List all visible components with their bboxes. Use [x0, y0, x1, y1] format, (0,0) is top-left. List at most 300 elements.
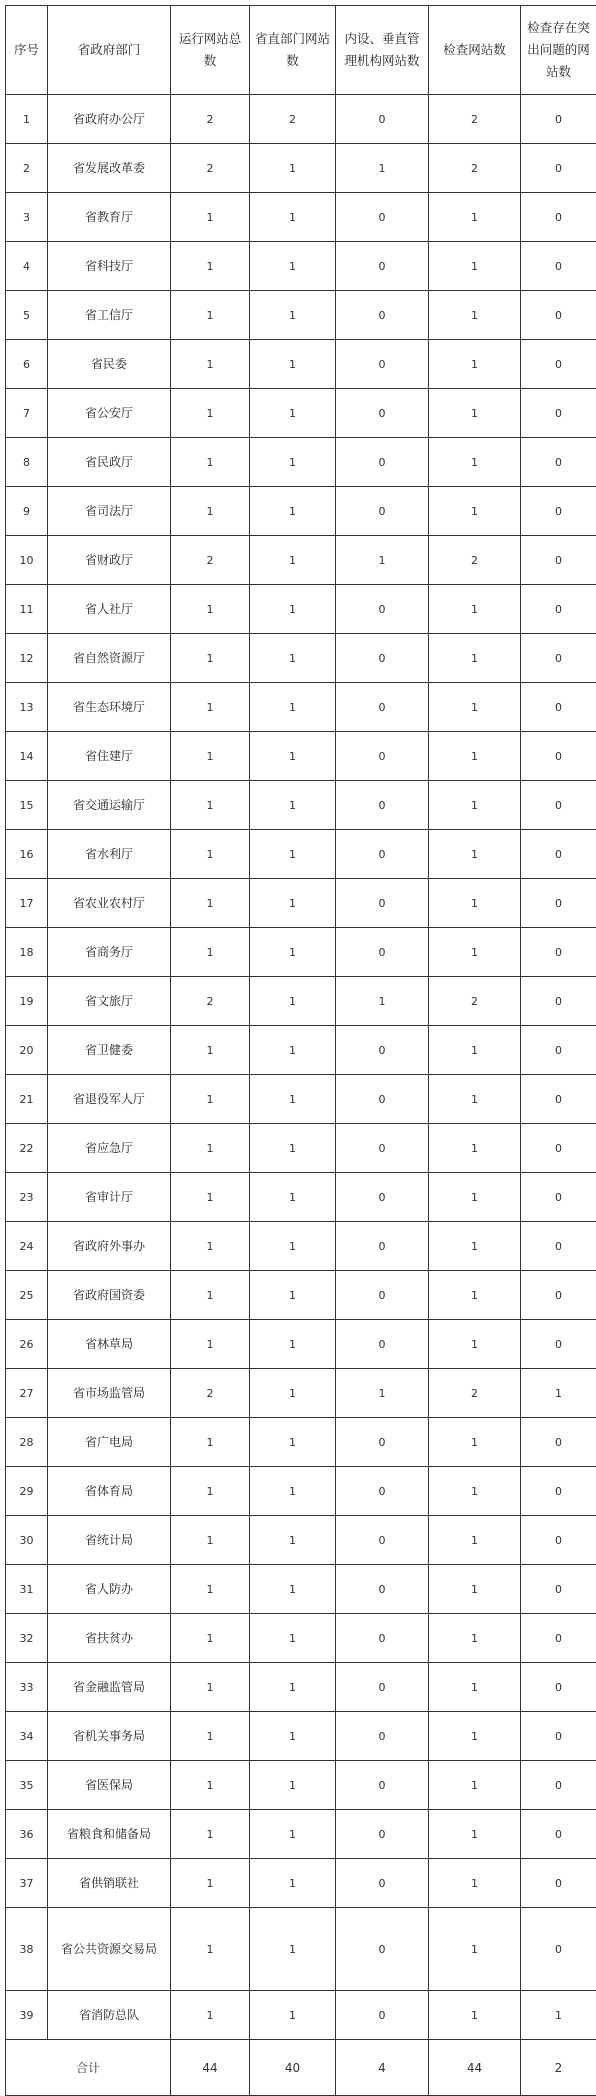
total-websites: 1: [171, 1663, 250, 1712]
department-name: 省发展改革委: [48, 144, 171, 193]
department-name: 省体育局: [48, 1467, 171, 1516]
department-websites: 1: [250, 193, 336, 242]
problem-websites: 0: [521, 1075, 596, 1124]
internal-websites: 0: [336, 1173, 429, 1222]
department-websites: 1: [250, 1712, 336, 1761]
internal-websites: 0: [336, 830, 429, 879]
table-row: [6, 1075, 596, 1124]
header-total-websites: 运行网站总数: [171, 6, 250, 95]
table-row: [6, 95, 596, 144]
problem-websites: 0: [521, 732, 596, 781]
website-inspection-table: [5, 5, 596, 2096]
total-websites: 1: [171, 781, 250, 830]
table-row: [6, 1026, 596, 1075]
inspected-websites: 1: [429, 830, 521, 879]
table-row: [6, 1859, 596, 1908]
table-row: [6, 242, 596, 291]
problem-websites: 0: [521, 1320, 596, 1369]
total-websites: 1: [171, 1761, 250, 1810]
row-index: 32: [6, 1614, 48, 1663]
inspected-websites: 1: [429, 1418, 521, 1467]
problem-websites: 0: [521, 1516, 596, 1565]
inspected-websites: 1: [429, 1467, 521, 1516]
row-index: 22: [6, 1124, 48, 1173]
total-websites: 1: [171, 1418, 250, 1467]
row-index: 38: [6, 1908, 48, 1991]
total-websites: 1: [171, 585, 250, 634]
department-name: 省粮食和储备局: [48, 1810, 171, 1859]
total-websites: 1: [171, 438, 250, 487]
problem-websites: 0: [521, 1124, 596, 1173]
row-index: 18: [6, 928, 48, 977]
row-index: 35: [6, 1761, 48, 1810]
department-name: 省住建厅: [48, 732, 171, 781]
table-row: [6, 193, 596, 242]
inspected-websites: 1: [429, 1026, 521, 1075]
department-websites: 1: [250, 1075, 336, 1124]
total-websites: 1: [171, 1222, 250, 1271]
internal-websites: 0: [336, 1908, 429, 1991]
row-index: 39: [6, 1991, 48, 2040]
internal-websites: 0: [336, 193, 429, 242]
problem-websites: 0: [521, 95, 596, 144]
problem-websites: 0: [521, 1467, 596, 1516]
department-websites: 1: [250, 1320, 336, 1369]
total-websites: 1: [171, 1810, 250, 1859]
total-websites: 2: [171, 977, 250, 1026]
problem-websites: 0: [521, 585, 596, 634]
row-index: 25: [6, 1271, 48, 1320]
table-row: [6, 1761, 596, 1810]
problem-websites: 0: [521, 1908, 596, 1991]
internal-websites: 0: [336, 1467, 429, 1516]
row-index: 30: [6, 1516, 48, 1565]
total-websites: 1: [171, 1859, 250, 1908]
total-websites: 1: [171, 1908, 250, 1991]
inspected-websites: 1: [429, 1663, 521, 1712]
internal-websites: 1: [336, 536, 429, 585]
problem-websites: 1: [521, 1369, 596, 1418]
department-websites: 1: [250, 1124, 336, 1173]
inspected-websites: 1: [429, 193, 521, 242]
problem-websites: 0: [521, 487, 596, 536]
department-websites: 1: [250, 1516, 336, 1565]
table-row: [6, 1991, 596, 2040]
department-name: 省应急厅: [48, 1124, 171, 1173]
row-index: 20: [6, 1026, 48, 1075]
table-body: [6, 95, 596, 2040]
inspected-websites: 1: [429, 1614, 521, 1663]
inspected-websites: 1: [429, 634, 521, 683]
internal-websites: 0: [336, 879, 429, 928]
row-index: 29: [6, 1467, 48, 1516]
total-row: [6, 2040, 596, 2096]
table-row: [6, 1663, 596, 1712]
total-websites: 1: [171, 1614, 250, 1663]
department-websites: 1: [250, 1271, 336, 1320]
total-websites: 1: [171, 193, 250, 242]
department-name: 省消防总队: [48, 1991, 171, 2040]
problem-websites: 0: [521, 1614, 596, 1663]
total-websites: 1: [171, 291, 250, 340]
inspected-websites: 1: [429, 1124, 521, 1173]
total-websites: 2: [171, 1369, 250, 1418]
inspected-websites: 2: [429, 977, 521, 1026]
internal-websites: 0: [336, 1320, 429, 1369]
department-websites: 1: [250, 1663, 336, 1712]
problem-websites: 0: [521, 781, 596, 830]
inspected-websites: 1: [429, 487, 521, 536]
total-websites: 1: [171, 487, 250, 536]
inspected-websites: 1: [429, 340, 521, 389]
problem-websites: 0: [521, 1173, 596, 1222]
department-name: 省政府国资委: [48, 1271, 171, 1320]
problem-websites: 0: [521, 1859, 596, 1908]
department-websites: 1: [250, 1810, 336, 1859]
inspected-websites: 1: [429, 291, 521, 340]
total-websites: 1: [171, 1712, 250, 1761]
total-websites: 1: [171, 683, 250, 732]
internal-websites: 0: [336, 1991, 429, 2040]
department-websites: 1: [250, 830, 336, 879]
department-name: 省供销联社: [48, 1859, 171, 1908]
department-websites: 1: [250, 683, 336, 732]
inspected-websites: 1: [429, 683, 521, 732]
department-name: 省统计局: [48, 1516, 171, 1565]
row-index: 27: [6, 1369, 48, 1418]
row-index: 11: [6, 585, 48, 634]
problem-websites: 0: [521, 830, 596, 879]
department-name: 省公共资源交易局: [48, 1908, 171, 1991]
table-row: [6, 144, 596, 193]
table-row: [6, 1565, 596, 1614]
table-row: [6, 1467, 596, 1516]
department-name: 省市场监管局: [48, 1369, 171, 1418]
department-name: 省商务厅: [48, 928, 171, 977]
row-index: 10: [6, 536, 48, 585]
row-index: 28: [6, 1418, 48, 1467]
total-websites: 1: [171, 1991, 250, 2040]
inspected-websites: 1: [429, 1173, 521, 1222]
problem-websites: 0: [521, 928, 596, 977]
total-cell: 44: [171, 2040, 250, 2096]
inspected-websites: 1: [429, 389, 521, 438]
problem-websites: 0: [521, 291, 596, 340]
department-websites: 1: [250, 1859, 336, 1908]
department-websites: 1: [250, 291, 336, 340]
table-row: [6, 732, 596, 781]
department-name: 省人防办: [48, 1565, 171, 1614]
department-name: 省机关事务局: [48, 1712, 171, 1761]
problem-websites: 0: [521, 634, 596, 683]
department-name: 省扶贫办: [48, 1614, 171, 1663]
inspected-websites: 2: [429, 144, 521, 193]
inspected-websites: 1: [429, 1222, 521, 1271]
problem-websites: 0: [521, 193, 596, 242]
table-row: [6, 634, 596, 683]
department-websites: 1: [250, 1614, 336, 1663]
department-websites: 1: [250, 928, 336, 977]
inspected-websites: 1: [429, 1810, 521, 1859]
table-row: [6, 1712, 596, 1761]
table-row: [6, 1516, 596, 1565]
department-websites: 1: [250, 1026, 336, 1075]
department-name: 省公安厅: [48, 389, 171, 438]
total-websites: 1: [171, 1075, 250, 1124]
department-name: 省民政厅: [48, 438, 171, 487]
problem-websites: 0: [521, 242, 596, 291]
total-websites: 2: [171, 144, 250, 193]
table-row: [6, 928, 596, 977]
inspected-websites: 1: [429, 1761, 521, 1810]
inspected-websites: 2: [429, 1369, 521, 1418]
table-row: [6, 487, 596, 536]
problem-websites: 0: [521, 340, 596, 389]
internal-websites: 1: [336, 144, 429, 193]
row-index: 13: [6, 683, 48, 732]
inspected-websites: 1: [429, 438, 521, 487]
internal-websites: 0: [336, 438, 429, 487]
row-index: 8: [6, 438, 48, 487]
internal-websites: 0: [336, 1271, 429, 1320]
internal-websites: 0: [336, 95, 429, 144]
inspected-websites: 1: [429, 1712, 521, 1761]
problem-websites: 0: [521, 1810, 596, 1859]
department-name: 省退役军人厅: [48, 1075, 171, 1124]
row-index: 33: [6, 1663, 48, 1712]
total-websites: 1: [171, 1467, 250, 1516]
internal-websites: 0: [336, 585, 429, 634]
total-websites: 1: [171, 1565, 250, 1614]
internal-websites: 0: [336, 1859, 429, 1908]
table-row: [6, 879, 596, 928]
table-container: [5, 5, 596, 2096]
internal-websites: 1: [336, 1369, 429, 1418]
department-websites: 1: [250, 340, 336, 389]
total-websites: 1: [171, 340, 250, 389]
problem-websites: 0: [521, 977, 596, 1026]
table-row: [6, 291, 596, 340]
table-row: [6, 389, 596, 438]
inspected-websites: 1: [429, 732, 521, 781]
department-name: 省广电局: [48, 1418, 171, 1467]
internal-websites: 0: [336, 487, 429, 536]
total-websites: 1: [171, 1271, 250, 1320]
department-name: 省自然资源厅: [48, 634, 171, 683]
inspected-websites: 1: [429, 1859, 521, 1908]
total-cell: 4: [336, 2040, 429, 2096]
department-name: 省交通运输厅: [48, 781, 171, 830]
total-websites: 2: [171, 536, 250, 585]
total-websites: 1: [171, 732, 250, 781]
table-row: [6, 977, 596, 1026]
inspected-websites: 2: [429, 95, 521, 144]
table-row: [6, 438, 596, 487]
inspected-websites: 1: [429, 1991, 521, 2040]
table-row: [6, 1320, 596, 1369]
problem-websites: 0: [521, 1663, 596, 1712]
department-websites: 1: [250, 1908, 336, 1991]
department-websites: 1: [250, 977, 336, 1026]
internal-websites: 0: [336, 1516, 429, 1565]
row-index: 1: [6, 95, 48, 144]
internal-websites: 0: [336, 732, 429, 781]
department-websites: 1: [250, 1369, 336, 1418]
header-index: 序号: [6, 6, 48, 95]
department-websites: 1: [250, 1173, 336, 1222]
department-websites: 1: [250, 242, 336, 291]
internal-websites: 0: [336, 1124, 429, 1173]
table-row: [6, 340, 596, 389]
problem-websites: 0: [521, 438, 596, 487]
department-name: 省人社厅: [48, 585, 171, 634]
problem-websites: 0: [521, 879, 596, 928]
internal-websites: 0: [336, 781, 429, 830]
internal-websites: 0: [336, 1810, 429, 1859]
row-index: 36: [6, 1810, 48, 1859]
department-name: 省水利厅: [48, 830, 171, 879]
inspected-websites: 1: [429, 1908, 521, 1991]
row-index: 3: [6, 193, 48, 242]
row-index: 26: [6, 1320, 48, 1369]
inspected-websites: 1: [429, 781, 521, 830]
problem-websites: 0: [521, 144, 596, 193]
internal-websites: 0: [336, 1761, 429, 1810]
total-websites: 1: [171, 1026, 250, 1075]
total-websites: 1: [171, 1173, 250, 1222]
department-name: 省卫健委: [48, 1026, 171, 1075]
table-row: [6, 1369, 596, 1418]
row-index: 21: [6, 1075, 48, 1124]
inspected-websites: 2: [429, 536, 521, 585]
department-websites: 1: [250, 536, 336, 585]
internal-websites: 0: [336, 1418, 429, 1467]
problem-websites: 0: [521, 536, 596, 585]
department-websites: 1: [250, 438, 336, 487]
total-cell: 2: [521, 2040, 596, 2096]
department-name: 省工信厅: [48, 291, 171, 340]
row-index: 2: [6, 144, 48, 193]
total-cell: 40: [250, 2040, 336, 2096]
table-row: [6, 1271, 596, 1320]
department-name: 省政府外事办: [48, 1222, 171, 1271]
total-label: 合计: [6, 2040, 171, 2096]
problem-websites: 0: [521, 389, 596, 438]
inspected-websites: 1: [429, 1320, 521, 1369]
department-name: 省文旅厅: [48, 977, 171, 1026]
problem-websites: 0: [521, 683, 596, 732]
inspected-websites: 1: [429, 928, 521, 977]
internal-websites: 0: [336, 1075, 429, 1124]
department-name: 省农业农村厅: [48, 879, 171, 928]
total-websites: 1: [171, 830, 250, 879]
department-name: 省审计厅: [48, 1173, 171, 1222]
internal-websites: 0: [336, 291, 429, 340]
internal-websites: 0: [336, 242, 429, 291]
row-index: 7: [6, 389, 48, 438]
department-name: 省生态环境厅: [48, 683, 171, 732]
header-department: 省政府部门: [48, 6, 171, 95]
department-websites: 1: [250, 585, 336, 634]
total-cell: 44: [429, 2040, 521, 2096]
row-index: 19: [6, 977, 48, 1026]
inspected-websites: 1: [429, 242, 521, 291]
department-websites: 1: [250, 1761, 336, 1810]
header-internal-websites: 内设、垂直管理机构网站数: [336, 6, 429, 95]
inspected-websites: 1: [429, 1565, 521, 1614]
department-name: 省金融监管局: [48, 1663, 171, 1712]
internal-websites: 0: [336, 1222, 429, 1271]
department-websites: 1: [250, 144, 336, 193]
department-name: 省民委: [48, 340, 171, 389]
problem-websites: 0: [521, 1271, 596, 1320]
internal-websites: 0: [336, 1026, 429, 1075]
table-row: [6, 683, 596, 732]
department-websites: 1: [250, 1467, 336, 1516]
row-index: 24: [6, 1222, 48, 1271]
department-websites: 1: [250, 1565, 336, 1614]
header-problem-websites: 检查存在突出问题的网站数: [521, 6, 596, 95]
table-row: [6, 1222, 596, 1271]
department-websites: 1: [250, 879, 336, 928]
table-row: [6, 1418, 596, 1467]
row-index: 9: [6, 487, 48, 536]
header-department-websites: 省直部门网站数: [250, 6, 336, 95]
table-row: [6, 1614, 596, 1663]
problem-websites: 0: [521, 1565, 596, 1614]
total-websites: 1: [171, 1124, 250, 1173]
problem-websites: 0: [521, 1026, 596, 1075]
department-websites: 1: [250, 1222, 336, 1271]
row-index: 12: [6, 634, 48, 683]
department-websites: 2: [250, 95, 336, 144]
department-websites: 1: [250, 781, 336, 830]
internal-websites: 0: [336, 1565, 429, 1614]
internal-websites: 0: [336, 634, 429, 683]
row-index: 5: [6, 291, 48, 340]
problem-websites: 0: [521, 1761, 596, 1810]
row-index: 23: [6, 1173, 48, 1222]
inspected-websites: 1: [429, 1271, 521, 1320]
header-inspected-websites: 检查网站数: [429, 6, 521, 95]
table-row: [6, 830, 596, 879]
row-index: 34: [6, 1712, 48, 1761]
row-index: 6: [6, 340, 48, 389]
internal-websites: 0: [336, 340, 429, 389]
department-websites: 1: [250, 1418, 336, 1467]
total-websites: 1: [171, 879, 250, 928]
problem-websites: 1: [521, 1991, 596, 2040]
problem-websites: 0: [521, 1712, 596, 1761]
row-index: 14: [6, 732, 48, 781]
table-row: [6, 1810, 596, 1859]
department-name: 省科技厅: [48, 242, 171, 291]
department-websites: 1: [250, 389, 336, 438]
internal-websites: 0: [336, 928, 429, 977]
department-websites: 1: [250, 1991, 336, 2040]
total-websites: 1: [171, 1516, 250, 1565]
department-name: 省政府办公厅: [48, 95, 171, 144]
table-row: [6, 1908, 596, 1991]
inspected-websites: 1: [429, 879, 521, 928]
total-websites: 2: [171, 95, 250, 144]
department-websites: 1: [250, 634, 336, 683]
department-name: 省教育厅: [48, 193, 171, 242]
department-name: 省林草局: [48, 1320, 171, 1369]
row-index: 16: [6, 830, 48, 879]
table-row: [6, 1124, 596, 1173]
internal-websites: 0: [336, 1614, 429, 1663]
